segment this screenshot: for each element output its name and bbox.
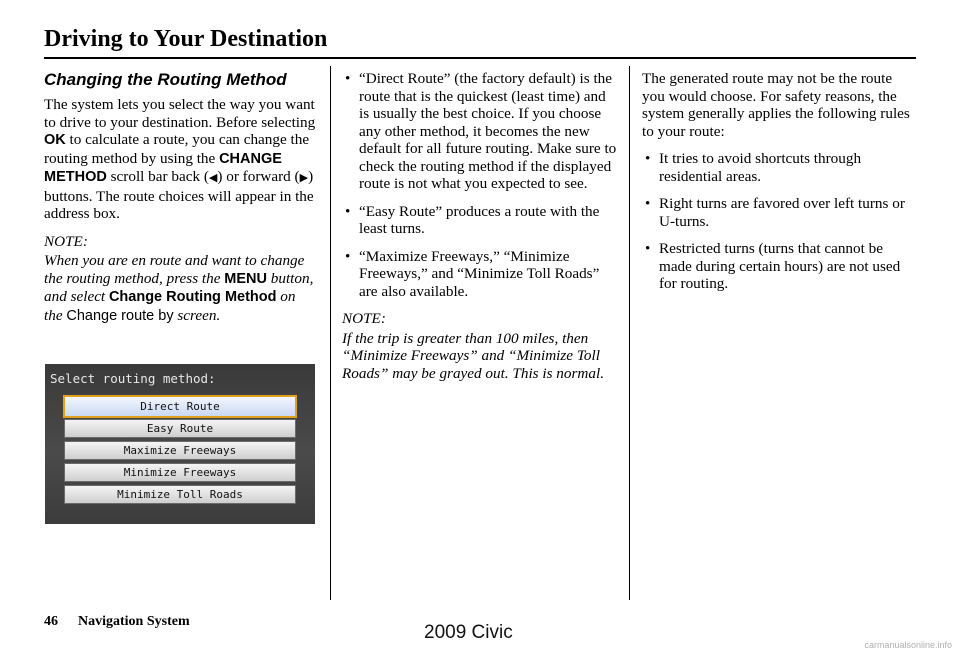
watermark: carmanualsonline.info [864,640,952,650]
bullet-easy-route: • “Easy Route” produces a route with the least turns. [342,203,618,238]
section-title: Changing the Routing Method [44,70,287,89]
change-method-keyword: CHANGE METHOD [44,150,282,185]
footer-section-name: Navigation System [78,614,190,629]
option-easy-route[interactable]: Easy Route [64,419,296,438]
note-text-2: If the trip is greater than 100 miles, then “Minimize Freeways” and “Minimize Toll Roads” may be grayed out. This is normal. [342,329,604,382]
back-arrow-icon: ◀ [208,172,218,184]
column-2 [342,70,618,382]
change-routing-keyword: Change Routing Method [108,289,277,305]
bullet-right-turns: • Right turns are favored over left turns or U-turns. [642,195,918,230]
column-divider-2 [629,66,630,600]
menu-keyword: MENU [224,270,267,287]
note-text: When you are en route and want to change the routing method, press the MENU button, and select Change Routing Method on the Change route by screen. [44,252,314,324]
page-title: Driving to Your Destination [44,26,328,52]
column-divider-1 [330,66,331,600]
routing-screen [45,364,315,524]
option-minimize-freeways[interactable]: Minimize Freeways [64,463,296,482]
column-3 [642,70,918,303]
column-1 [44,70,316,325]
intro-paragraph: The system lets you select the way you want to drive to your destination. Before selecting OK to calculate a route, you can change the routing method by using the CHANGE METHOD scroll bar back (◀) or forward (▶) buttons. The route choices will appear in the address box. [44,96,316,222]
page-number: 46 [44,614,58,629]
option-maximize-freeways[interactable]: Maximize Freeways [64,441,296,460]
rules-intro: The generated route may not be the route you would choose. For safety reasons, the system generally applies the following rules to your route: [642,70,910,140]
bullet-restricted-turns: • Restricted turns (turns that cannot be made during certain hours) are not used for routing. [642,240,918,293]
note-label: NOTE: [44,232,88,250]
header-rule [44,57,916,59]
screen-name: Change route by [66,307,174,324]
option-minimize-toll-roads[interactable]: Minimize Toll Roads [64,485,296,504]
model-label: 2009 Civic [424,622,513,643]
option-direct-route[interactable]: Direct Route [63,395,297,418]
forward-arrow-icon: ▶ [299,172,309,184]
ok-keyword: OK [44,132,66,148]
bullet-direct-route: • “Direct Route” (the factory default) is the route that is the quickest (least time) and is usually the best choice. If you choose any other method, it becomes the new default for all future routing. Make sure to check the routing method if the displayed route is not what you expected to see. [342,70,618,193]
bullet-other-methods: • “Maximize Freeways,” “Minimize Freeways,” and “Minimize Toll Roads” are also available. [342,248,618,301]
screen-title: Select routing method: [50,371,216,386]
bullet-shortcuts: • It tries to avoid shortcuts through residential areas. [642,150,918,185]
note-label-2: NOTE: [342,310,386,327]
